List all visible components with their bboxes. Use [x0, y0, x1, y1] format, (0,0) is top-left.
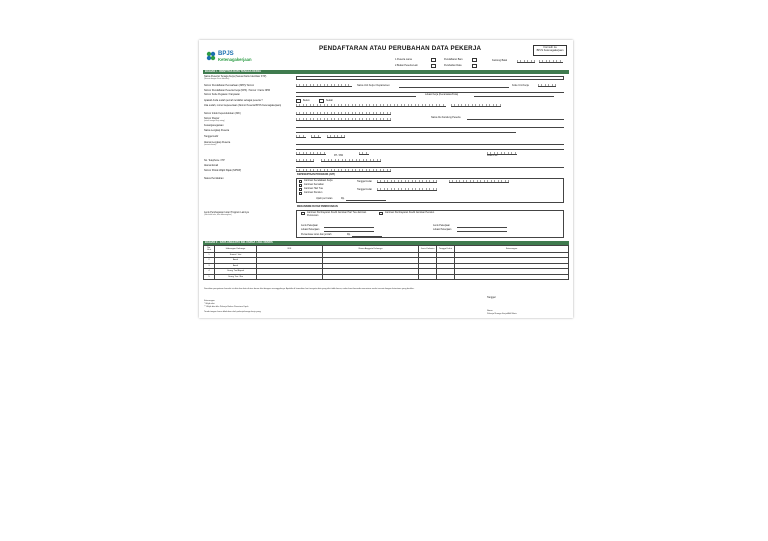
- upah-label: Upah per bulan: [316, 197, 333, 200]
- field-unit-input[interactable]: [399, 87, 509, 88]
- tgl-mulai-label-2: Tanggal mulai: [357, 188, 372, 191]
- row-no: 2: [204, 258, 215, 263]
- field-phone-number[interactable]: [321, 159, 381, 162]
- jenis-program-label: Jenis Pembayaran Iuran Program Lainnya: [204, 211, 249, 214]
- row-no: 4: [204, 269, 215, 274]
- field-ibu-label: Nama Ibu Kandung Peserta: [431, 116, 461, 119]
- pay-opt2-label: Jaminan Pembayaran Kredit Jaminan Pensiun: [385, 211, 435, 214]
- field-nama-input[interactable]: [296, 76, 564, 80]
- tanggal-label: Tanggal: [487, 296, 496, 299]
- pay-opt2-checkbox[interactable]: [379, 212, 383, 215]
- upah-rp-label: Rp.: [341, 197, 345, 200]
- col-nama: Nama Anggota Keluarga: [323, 246, 419, 253]
- field-unit-label: Nama Unit Kerja / Departemen: [357, 84, 390, 87]
- program-jp-label: Jaminan Pensiun: [304, 191, 323, 194]
- field-phone-area[interactable]: [296, 159, 314, 162]
- section-2-header: BAGIAN II - DATA ANGGOTA KELUARGA / AHLI WARIS: [203, 241, 569, 245]
- lokasi-pekerjaan-input-2[interactable]: [457, 231, 507, 232]
- jenis-pekerjaan-label-2: Jenis Pekerjaan: [433, 224, 451, 227]
- field-rt-rw-input[interactable]: [296, 152, 326, 155]
- col-no: No. Urut: [204, 246, 215, 253]
- field-nik-input[interactable]: [296, 112, 391, 115]
- sign-sub: Pekerja/Tenaga Kerja/Ahli Waris: [487, 313, 517, 315]
- bpjs-logo-icon: [206, 51, 216, 61]
- upah-input[interactable]: [346, 200, 386, 201]
- field-npp-label: Nomor Pendaftaran Perusahaan (NPP)/ Nomor: [204, 84, 255, 87]
- kepesertaan-header: KEPESERTAAN PROGRAM (JHT): [297, 173, 335, 176]
- field-alamat-label: Alamat Lengkap Peserta: [204, 141, 231, 144]
- field-alamat-input-2[interactable]: [296, 149, 564, 150]
- field-lokasi-label: Lokasi Kerja (Kecamatan/Kota): [425, 93, 459, 96]
- row-hubungan: Suami / Istri: [215, 253, 257, 258]
- notes-title: Keterangan: [204, 300, 215, 302]
- row-nik-cell[interactable]: [257, 274, 323, 279]
- family-table: [203, 245, 569, 280]
- pay-opt1-checkbox[interactable]: [301, 212, 305, 215]
- persentase-input[interactable]: [352, 236, 382, 237]
- row-jk-cell[interactable]: [419, 274, 437, 279]
- form-title: PENDAFTARAN ATAU PERUBAHAN DATA PEKERJA: [319, 45, 482, 52]
- form-sheet: [199, 40, 573, 318]
- note-1: * Wajib diisi: [204, 303, 215, 305]
- row-no: 5: [204, 274, 215, 279]
- family-table-header: [204, 246, 569, 253]
- kantor-year-field[interactable]: [539, 60, 563, 63]
- tgl-mulai-input-2[interactable]: [449, 180, 509, 183]
- table-row: [204, 274, 569, 279]
- option-bukan-peserta[interactable]: 2.Bukan Peserta Lain: [395, 64, 418, 67]
- pembayaran-header: MEKANISME BAYAR PEMBAYARAN: [297, 205, 338, 208]
- program-jkm-label: Jaminan Kematian: [304, 183, 324, 186]
- note-2: ** Wajib diisi bila Pekerja Bukan Penerima Upah: [204, 306, 249, 308]
- field-nama-lengkap-input[interactable]: [296, 132, 516, 133]
- bpjs-logo: [206, 49, 266, 67]
- form-code-line1: Formulir 1a: [543, 46, 557, 49]
- jenis-program-sub: (Jika tidak tahu, bisa dikosongkan): [204, 214, 232, 216]
- field-phone-label: No. Telephone / HP: [204, 159, 225, 162]
- program-jp-checkbox[interactable]: [299, 192, 302, 195]
- field-npwp-input[interactable]: [296, 169, 391, 172]
- field-kode-pegawai-label: Nomor Kode Pegawai / Karyawan: [204, 93, 240, 96]
- program-jht-label: Jaminan Hari Tua: [304, 187, 323, 190]
- brand-name: BPJS: [218, 51, 234, 57]
- tgl-mulai-label-1: Tanggal mulai: [357, 180, 372, 183]
- option-sudah-label: Sudah: [326, 99, 333, 102]
- row-hubungan: Anak: [215, 258, 257, 263]
- field-email-input[interactable]: [296, 167, 564, 168]
- persentase-label: Persentase iuran dan jumlah: [301, 233, 332, 236]
- field-npk-label: Nomor Pendaftaran Peserta Kerja (NPK) / Nomor / Kartu NPM: [204, 89, 271, 92]
- option-bukan-peserta-checkbox[interactable]: [431, 64, 436, 68]
- field-alamat-input-1[interactable]: [296, 144, 564, 145]
- lokasi-pekerjaan-input[interactable]: [324, 231, 374, 232]
- option-belum-label: Belum: [303, 99, 310, 102]
- pay-opt1-label: Jaminan Pembayaran Kredit Jaminan Hari Tua Jaminan Pensiunan: [307, 211, 367, 217]
- field-kewarganegaraan-input[interactable]: [296, 127, 564, 128]
- form-code-line2: BPJS Ketenagakerjaan: [536, 48, 564, 52]
- field-kode-pos-label: Kode Pos: [487, 154, 498, 157]
- col-tgl-lahir: Tanggal Lahir: [437, 246, 455, 253]
- field-tgl-lahir-label: Tanggal Lahir: [204, 135, 219, 138]
- field-kode-unit-input[interactable]: [538, 84, 556, 87]
- field-kode-pegawai-input[interactable]: [296, 96, 416, 97]
- field-nama-sub: (Sesuai dengan Kartu Identitas): [204, 78, 230, 80]
- field-nomor-peserta-input-2[interactable]: [451, 104, 501, 107]
- field-alamat-sub: (sesuai alamat): [204, 144, 217, 146]
- col-jenis-kelamin: Jenis Kelamin: [419, 246, 437, 253]
- option-pendaftaran-baru[interactable]: Pendaftaran Baru: [444, 58, 463, 61]
- row-hubungan: Orang Tua/Bapak: [215, 269, 257, 274]
- field-nik-label: Nomor Induk Kependudukan (NIK): [204, 112, 241, 115]
- row-no: 3: [204, 263, 215, 268]
- field-tgl-lahir-year[interactable]: [327, 135, 345, 138]
- field-npp-input[interactable]: [296, 84, 352, 87]
- row-hubungan: Orang Tua / Ibu: [215, 274, 257, 279]
- kantor-date-field[interactable]: [517, 60, 535, 63]
- lokasi-pekerjaan-label-2: Lokasi Pekerjaan: [433, 228, 452, 231]
- field-kode-unit-label: Kode Unit Kerja: [512, 84, 529, 87]
- field-paspor-input[interactable]: [296, 118, 391, 121]
- program-jht-checkbox[interactable]: [299, 188, 302, 191]
- field-tgl-lahir-month[interactable]: [311, 135, 321, 138]
- row-hubungan: Anak: [215, 263, 257, 268]
- field-ibu-input[interactable]: [467, 119, 564, 120]
- row-tgl-cell[interactable]: [437, 274, 455, 279]
- tgl-mulai-input-3[interactable]: [377, 188, 437, 191]
- jenis-pekerjaan-input[interactable]: [324, 227, 374, 228]
- option-sudah-checkbox[interactable]: [319, 99, 324, 103]
- field-email-label: Alamat Email: [204, 164, 219, 167]
- kantor-label: Kantong Batal: [492, 59, 508, 62]
- option-peserta-lama-checkbox[interactable]: [431, 58, 436, 62]
- field-kode-pos-input[interactable]: [487, 152, 517, 155]
- row-ket-cell[interactable]: [455, 274, 569, 279]
- field-nama-lengkap-label: Nama Lengkap Peserta: [204, 129, 230, 132]
- program-jkk-checkbox[interactable]: [299, 180, 302, 183]
- field-lokasi-input[interactable]: [474, 96, 554, 97]
- field-nama-label: Nama Peserta/ Tenaga Kerja (Sesuai Kartu Identitas/ KTP): [204, 75, 267, 78]
- option-perubahan-data-checkbox[interactable]: [472, 64, 477, 68]
- declaration-text: Demikian pernyataan formulir ini diisi dan data di atas benar diisi dengan sesungguhnya. Apabila di kemudian hari ternyata data yang diisi tidak benar, maka kami bersedia menerima sanksi sesuai dengan ketentuan yang berlaku.: [204, 288, 415, 290]
- field-kewarganegaraan-label: Kewarganegaraan: [204, 124, 224, 127]
- jenis-pekerjaan-label: Jenis Pekerjaan: [301, 224, 319, 227]
- col-keterangan: Keterangan: [455, 246, 569, 253]
- note-3: Tanda tangan harus dilakukan oleh pekerja/tenaga kerja yang: [204, 311, 261, 313]
- option-belum-checkbox[interactable]: [296, 99, 301, 103]
- persentase-rp-label: Rp.: [347, 233, 351, 236]
- field-paspor-label: Nomor Paspor: [204, 117, 220, 120]
- option-pendaftaran-baru-checkbox[interactable]: [472, 58, 477, 62]
- field-tgl-lahir-day[interactable]: [296, 135, 306, 138]
- option-perubahan-data[interactable]: Perubahan Data: [444, 64, 462, 67]
- section-1-header: BAGIAN I - IDENTITAS DATA TENAGA KERJA: [203, 70, 569, 74]
- field-pernah-label: Apakah Anda sudah pernah terdaftar sebagai peserta ?: [204, 99, 263, 102]
- form-code-box: [533, 45, 567, 56]
- row-no: 1: [204, 253, 215, 258]
- field-paspor-sub: (untuk tenaga kerja asing): [204, 120, 225, 122]
- program-jkm-checkbox[interactable]: [299, 184, 302, 187]
- field-nomor-peserta-label: Jika sudah, nomor kepesertaan (Nomor Peserta BPJS Ketenagakerjaan): [204, 104, 282, 107]
- field-rt-input-2[interactable]: [359, 152, 369, 155]
- field-rt-rw-label: RT / RW: [334, 154, 344, 157]
- brand-subname: Ketenagakerjaan: [218, 57, 252, 62]
- row-nama-cell[interactable]: [323, 274, 419, 279]
- jenis-pekerjaan-input-2[interactable]: [457, 227, 507, 228]
- col-hubungan: Hubungan Keluarga: [215, 246, 257, 253]
- sign-label: Nama: [487, 310, 493, 312]
- lokasi-pekerjaan-label: Lokasi Pekerjaan: [301, 228, 320, 231]
- col-nik: NIK: [257, 246, 323, 253]
- tgl-mulai-input-1[interactable]: [377, 180, 437, 183]
- field-npwp-label: Nomor Pokok Wajib Pajak (NPWP): [204, 169, 242, 172]
- field-status-label: Status Pernikahan: [204, 177, 224, 180]
- field-nomor-peserta-input[interactable]: [296, 104, 446, 107]
- option-peserta-lama[interactable]: 1.Peserta Lama: [395, 58, 412, 61]
- program-jkk-label: Jaminan Kecelakaan Kerja: [304, 179, 333, 182]
